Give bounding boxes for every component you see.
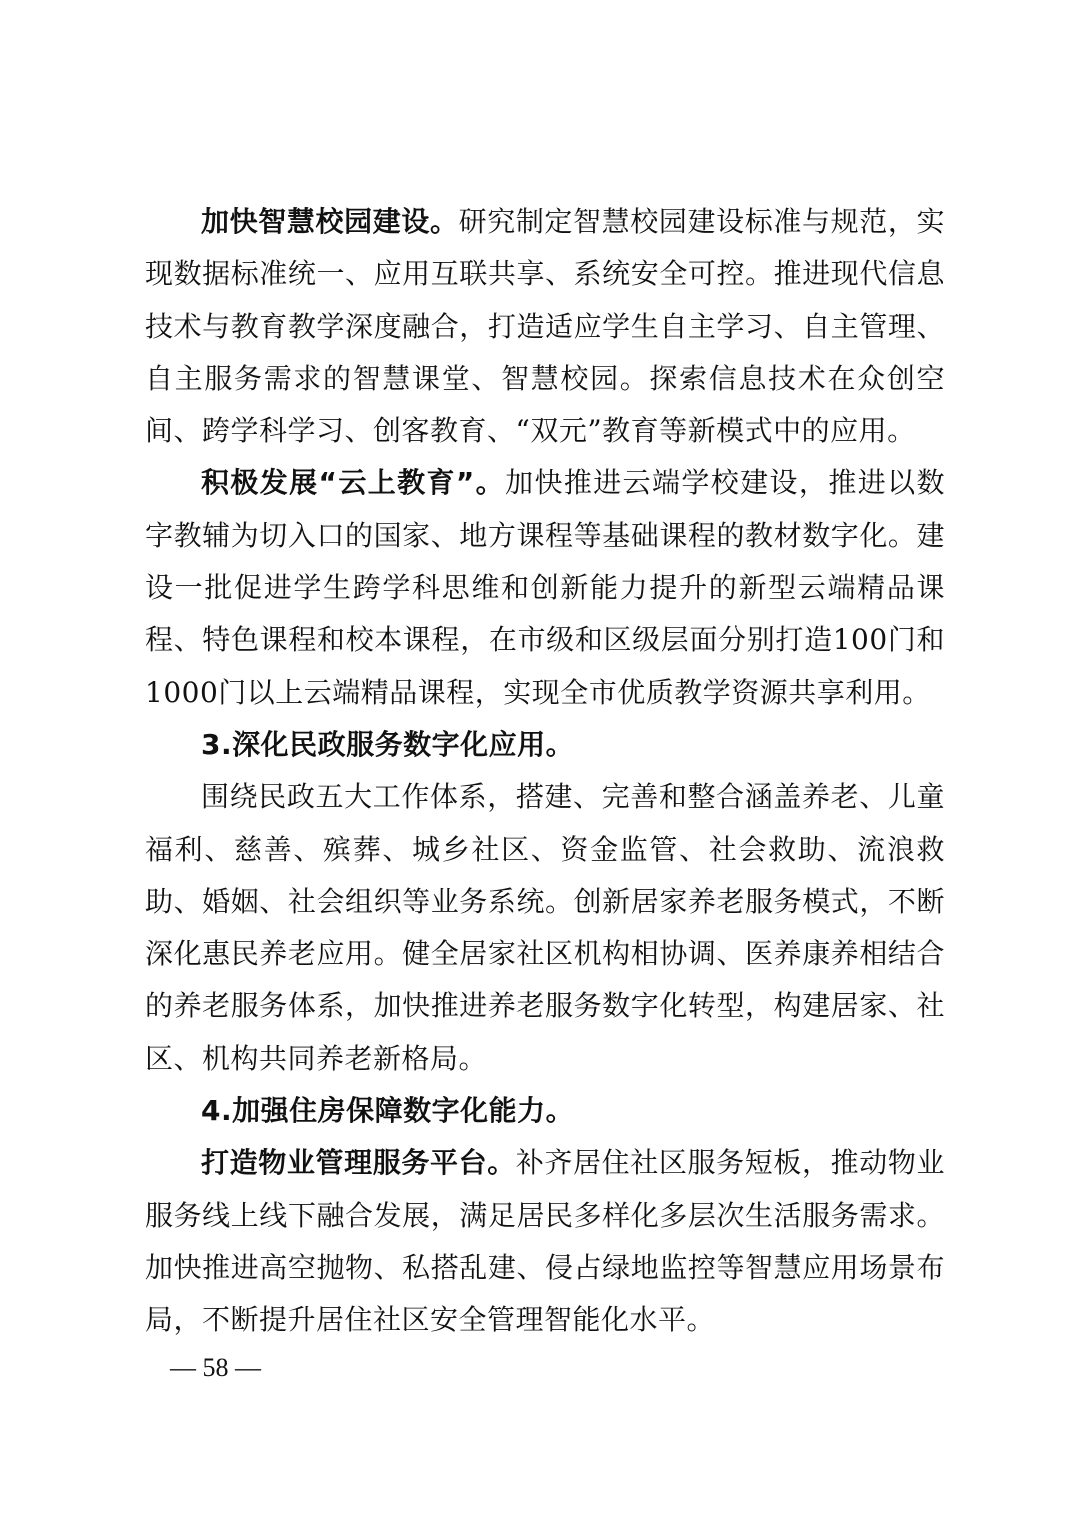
paragraph-body: 研究制定智慧校园建设标准与规范，实现数据标准统一、应用互联共享、系统安全可控。推进现代信息技术与教育教学深度融合，打造适应学生自主学习、自主管理、自主服务需求的智慧课堂、智慧校园。探索信息技术在众创空间、跨学科学习、创客教育、“双元”教育等新模式中的应用。 <box>145 205 945 448</box>
paragraph-lead: 加快智慧校园建设。 <box>201 205 459 238</box>
paragraph-lead: 积极发展“云上教育”。 <box>201 466 506 500</box>
body-text <box>145 196 945 1347</box>
paragraph-lead: 打造物业管理服务平台。 <box>201 1146 516 1180</box>
section-heading-3: 3.深化民政服务数字化应用。 <box>201 727 575 761</box>
section-heading-4: 4.加强住房保障数字化能力。 <box>201 1094 575 1128</box>
page-number: — 58 — <box>170 1353 261 1382</box>
paragraph-cloud-education <box>145 457 945 718</box>
paragraph-body: 加快推进云端学校建设，推进以数字教辅为切入口的国家、地方课程等基础课程的教材数字化。建设一批促进学生跨学科思维和创新能力提升的新型云端精品课程、特色课程和校本课程，在市级和区级层面分别打造100门和1000门以上云端精品课程，实现全市优质教学资源共享利用。 <box>145 466 945 709</box>
paragraph-body: 补齐居住社区服务短板，推动物业服务线上线下融合发展，满足居民多样化多层次生活服务需求。加快推进高空抛物、私搭乱建、侵占绿地监控等智慧应用场景布局，不断提升居住社区安全管理智能化水平。 <box>145 1146 945 1337</box>
paragraph-smart-campus <box>145 196 945 457</box>
paragraph-civil-affairs: 围绕民政五大工作体系，搭建、完善和整合涵盖养老、儿童福利、慈善、殡葬、城乡社区、资金监管、社会救助、流浪救助、婚姻、社会组织等业务系统。创新居家养老服务模式，不断深化惠民养老应用。健全居家社区机构相协调、医养康养相结合的养老服务体系，加快推进养老服务数字化转型，构建居家、社区、机构共同养老新格局。 <box>145 780 945 1075</box>
paragraph-property-management <box>145 1137 945 1346</box>
